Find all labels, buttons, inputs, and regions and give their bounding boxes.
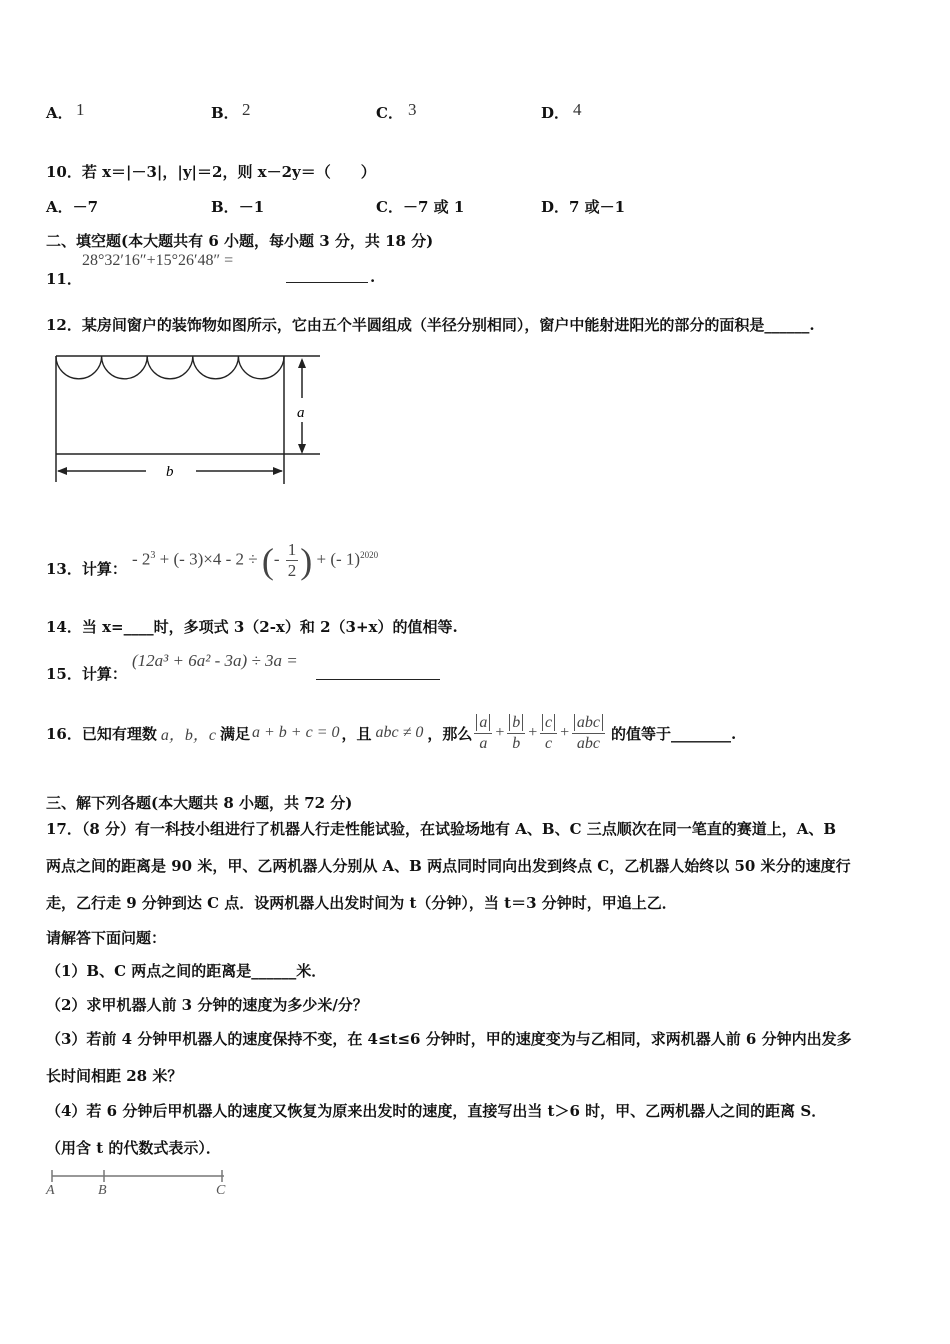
exponent: 2020 [360, 550, 379, 560]
q17-line-1: 17．（8 分）有一科技小组进行了机器人行走性能试验，在试验场地有 A、B、C 三点顺次在同一笔直的赛道上，A、B [46, 820, 837, 838]
q9-option-c [376, 102, 403, 123]
label-point-a: A [46, 1183, 55, 1198]
q11-end: . [370, 268, 376, 286]
q12-window-figure [46, 348, 326, 490]
q11-expression: 28°32′16″+15°26′48″ = [82, 252, 234, 269]
q16-sum-expression [472, 713, 607, 754]
option-label: B． [211, 104, 239, 122]
denominator: a [479, 734, 488, 752]
q14-text: 14．当 x=____时，多项式 3（2-x）和 2（3+x）的值相等. [46, 618, 458, 636]
q9-option-a [46, 102, 73, 123]
option-value: －7 [72, 198, 99, 216]
q16-vars: a，b，c [160, 726, 216, 744]
q15-expression: (12a³ + 6a² - 3a) ÷ 3a = [132, 651, 298, 670]
denominator: c [545, 734, 553, 752]
q17-sub-1: （1）B、C 两点之间的距离是______米． [46, 962, 327, 980]
fraction-a [474, 713, 492, 754]
q17-track-diagram [44, 1166, 244, 1202]
q17-sub-4-note: （用含 t 的代数式表示）． [46, 1139, 221, 1157]
q13-expression [132, 530, 378, 586]
q9-option-c-value: 3 [408, 100, 417, 119]
label-b: b [166, 464, 174, 480]
denominator: abc [576, 734, 601, 752]
q9-option-d [541, 102, 569, 123]
abs-numerator: abc [574, 714, 603, 731]
label-point-c: C [216, 1183, 226, 1198]
option-label: D． [541, 198, 570, 216]
q16-cond1-prefix: 满足 [219, 724, 250, 743]
q17-sub-4: （4）若 6 分钟后甲机器人的速度又恢复为原来出发时的速度，直接写出当 t＞6 时，甲、乙两机器人之间的距离 S． [46, 1102, 827, 1120]
answer-line [316, 665, 440, 680]
q17-sub-3-line-1: （3）若前 4 分钟甲机器人的速度保持不变，在 4≤t≤6 分钟时，甲的速度变为与乙相同，求两机器人前 6 分钟内出发多 [46, 1030, 852, 1048]
denominator: 2 [287, 561, 297, 581]
q16-cond2-prefix: ，且 [341, 724, 372, 743]
arrow-head-down [298, 444, 306, 454]
term-1: - 2 [132, 549, 151, 569]
section2-title: 二、填空题(本大题共有 6 小题，每小题 3 分，共 18 分) [46, 232, 434, 250]
q12-text: 12．某房间窗户的装饰物如图所示，它由五个半圆组成（半径分别相同），窗户中能射进阳光的部分的面积是______. [46, 316, 815, 334]
section3-title: 三、解下列各题(本大题共 8 小题，共 72 分) [46, 794, 353, 812]
q17-prompt: 请解答下面问题： [46, 929, 167, 947]
q15-answer-blank [316, 665, 440, 684]
arrow-head-up [298, 358, 306, 368]
q16-question [46, 705, 736, 761]
q17-sub-2: （2）求甲机器人前 3 分钟的速度为多少米/分？ [46, 996, 368, 1014]
q16-then: ，那么 [427, 724, 473, 743]
abs-numerator: c [542, 714, 555, 731]
label-point-b: B [98, 1183, 107, 1198]
semicircles [56, 356, 284, 379]
label-a: a [297, 405, 305, 421]
fraction-b [507, 713, 525, 754]
q16-condition-sum: a + b + c = 0 [252, 724, 340, 741]
q9-option-b [211, 102, 239, 123]
q11-number: 11． [46, 270, 82, 288]
q10-option-a [46, 196, 98, 217]
q16-suffix: 的值等于________. [611, 724, 737, 743]
q10-option-b [211, 196, 264, 217]
denominator: b [512, 734, 521, 752]
option-label: A． [46, 198, 73, 216]
plus-sign: + [494, 724, 506, 741]
q17-line-3: 走，乙行走 9 分钟到达 C 点．设两机器人出发时间为 t（分钟），当 t＝3 分钟时，甲追上乙． [46, 894, 677, 912]
exponent: 3 [150, 550, 156, 561]
q16-prefix: 16．已知有理数 [46, 724, 157, 743]
option-label: D． [541, 104, 570, 122]
arrow-head-right [273, 467, 283, 475]
q15-prefix: 15．计算： [46, 665, 127, 683]
q17-sub-3-line-2: 长时间相距 28 米？ [46, 1067, 183, 1085]
q9-option-d-value: 4 [573, 100, 582, 119]
paren-left: ( [261, 540, 274, 581]
fraction-one-half [286, 540, 299, 581]
option-value: 7 或－1 [569, 198, 626, 216]
abs-numerator: a [476, 714, 490, 731]
option-label: A． [46, 104, 73, 122]
option-value: －7 或 1 [402, 198, 465, 216]
fraction-abc [572, 713, 605, 754]
q9-option-b-value: 2 [242, 100, 251, 119]
term-3: + (- 1) [312, 549, 361, 569]
option-value: －1 [238, 198, 265, 216]
answer-line [286, 268, 368, 283]
plus-sign: + [559, 724, 570, 741]
q17-line-2: 两点之间的距离是 90 米，甲、乙两机器人分别从 A、B 两点同时同向出发到终点 C，乙机器人始终以 50 米分的速度行 [46, 857, 851, 875]
abs-numerator: b [509, 714, 523, 731]
numerator: 1 [287, 540, 297, 560]
q11-answer-blank [286, 268, 368, 287]
plus-sign: + [527, 724, 539, 741]
term-2: + (- 3)×4 - 2 ÷ [155, 549, 262, 569]
q9-option-a-value: 1 [76, 100, 85, 119]
frac-sign: - [273, 549, 284, 569]
arrow-head-left [57, 467, 67, 475]
fraction-c [540, 713, 557, 754]
q13-prefix: 13．计算： [46, 560, 127, 578]
q10-stem: 10．若 x＝|－3|，|y|＝2，则 x－2y＝（ ） [46, 163, 376, 181]
paren-right: ) [300, 540, 313, 581]
option-label: C． [376, 198, 403, 216]
q10-option-d [541, 196, 625, 217]
q16-condition-product: abc ≠ 0 [375, 724, 424, 741]
option-label: B． [211, 198, 239, 216]
option-label: C． [376, 104, 403, 122]
q10-option-c [376, 196, 464, 217]
